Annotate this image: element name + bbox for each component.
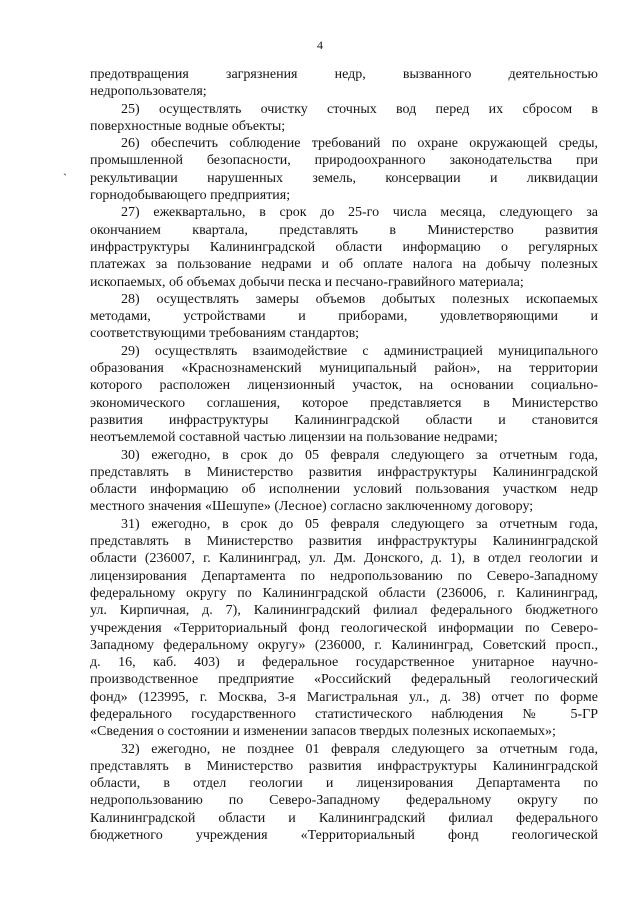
- page-number: 4: [317, 38, 323, 52]
- text-line: 28) осуществлять замеры объемов добытых полезных ископаемых: [121, 291, 598, 307]
- text-line: Западному федеральному округу» (236000, г. Калининград, Советский просп.,: [90, 637, 598, 653]
- text-line: местного значения «Шешупе» (Лесное) согласно заключенному договору;: [90, 499, 534, 515]
- text-line: предотвращения загрязнения недр, вызванного деятельностью: [90, 67, 598, 82]
- text-line: которого расположен лицензионный участок, на основании социально-: [90, 378, 598, 394]
- text-line: д. 16, каб. 403) и федеральное государственное унитарное научно-: [90, 655, 598, 671]
- text-line: окончанием квартала, представлять в Министерство развития: [90, 222, 598, 238]
- text-line: представлять в Министерство развития инфраструктуры Калининградской: [90, 758, 598, 774]
- margin-mark: `: [63, 171, 67, 185]
- text-line: области, в отдел геологии и лицензирования Департамента по: [90, 776, 598, 792]
- text-line: федерального государственного статистического наблюдения № 5-ГР: [90, 706, 598, 722]
- text-line: бюджетного учреждения «Территориальный фонд геологической: [90, 828, 598, 844]
- text-line: недропользованию по Северо-Западному федеральному округу по: [90, 793, 598, 809]
- text-line: недропользователя;: [90, 84, 207, 100]
- text-line: учреждения «Территориальный фонд геологической информации по Северо-: [90, 620, 598, 636]
- text-line: экономического соглашения, которое представляется в Министерство: [90, 395, 598, 411]
- text-line: производственное предприятие «Российский федеральный геологический: [90, 672, 598, 688]
- text-line: соответствующими требованиям стандартов;: [90, 326, 360, 342]
- text-line: лицензирования Департамента по недропользованию по Северо-Западному: [90, 568, 598, 584]
- text-line: Калининградской области и Калининградский филиал федерального: [90, 810, 598, 826]
- text-line: 30) ежегодно, в срок до 05 февраля следующего за отчетным года,: [121, 447, 598, 463]
- text-line: ископаемых, об объемах добычи песка и песчано-гравийного материала;: [90, 274, 524, 290]
- text-line: ул. Кирпичная, д. 7), Калининградский филиал федерального бюджетного: [90, 603, 598, 619]
- text-line: фонд» (123995, г. Москва, 3-я Магистральная ул., д. 38) отчет по форме: [90, 689, 598, 705]
- text-line: горнодобывающего предприятия;: [90, 188, 291, 204]
- text-line: 29) осуществлять взаимодействие с администрацией муниципального: [121, 343, 598, 359]
- text-line: инфраструктуры Калининградской области информацию о регулярных: [90, 239, 598, 255]
- text-line: 25) осуществлять очистку сточных вод перед их сбросом в: [121, 101, 598, 117]
- text-line: методами, устройствами и приборами, удовлетворяющими и: [90, 309, 598, 325]
- text-line: образования «Краснознаменский муниципальный район», на территории: [90, 361, 598, 377]
- text-line: развития инфраструктуры Калининградской области и становится: [90, 412, 598, 428]
- text-line: представлять в Министерство развития инфраструктуры Калининградской: [90, 464, 598, 480]
- text-line: неотъемлемой составной частью лицензии на пользование недрами;: [90, 430, 498, 446]
- document-body: [90, 66, 598, 844]
- text-line: области информацию об исполнении условий пользования участком недр: [90, 482, 598, 498]
- text-line: области (236007, г. Калининград, ул. Дм. Донского, д. 1), в отдел геологии и: [90, 551, 598, 567]
- text-line: поверхностные водные объекты;: [90, 118, 286, 134]
- text-line: 31) ежегодно, в срок до 05 февраля следующего за отчетным года,: [121, 516, 598, 532]
- text-line: промышленной безопасности, природоохранного законодательства при: [90, 153, 598, 169]
- text-line: «Сведения о состоянии и изменении запасов твердых полезных ископаемых»;: [90, 724, 556, 740]
- text-line: платежах за пользование недрами и об оплате налога на добычу полезных: [90, 257, 598, 273]
- text-line: 26) обеспечить соблюдение требований по охране окружающей среды,: [121, 136, 598, 152]
- text-line: рекультивации нарушенных земель, консервации и ликвидации: [90, 170, 598, 186]
- text-line: представлять в Министерство развития инфраструктуры Калининградской: [90, 534, 598, 550]
- text-line: 32) ежегодно, не позднее 01 февраля следующего за отчетным года,: [121, 741, 598, 757]
- text-line: федеральному округу по Калининградской области (236006, г. Калининград,: [90, 585, 598, 601]
- text-line: 27) ежеквартально, в срок до 25-го числа месяца, следующего за: [121, 205, 598, 221]
